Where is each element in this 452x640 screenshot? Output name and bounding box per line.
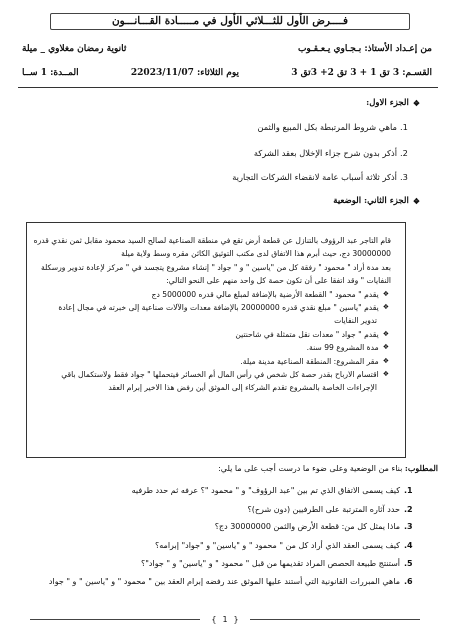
demand-text: بناء من الوضعية وعلى ضوء ما درست أجب على ما يلي: (218, 464, 403, 473)
teacher-name: من إعـداد الأستاذ: بـجـاوي يـعـقـوب (297, 44, 432, 54)
header-row-2 (22, 68, 432, 78)
scenario-line: النفايات " وقد اتفقا على أن تكون حصة كل واحد منهم على النحو التالي: (166, 276, 391, 286)
diamond-bullet-icon: ❖ (382, 289, 389, 298)
scenario-line: قام التاجر عبد الرؤوف بالتنازل عن قطعة أرض تقع في منطقة الصناعية لصالح السيد محمود مقابل ثمن نقدي قدره (33, 236, 391, 245)
task-item: 5. أستنتج طبيعة الحصص المراد تقديمها من قبل " محمود " و "ياسين" و " جواد"؟ (141, 559, 413, 568)
diamond-bullet-icon: ❖ (382, 343, 389, 352)
scenario-bullet: ❖ مقر المشروع: المنطقة الصناعية مدينة ميلة. (37, 355, 389, 368)
page-number-close: } (211, 614, 217, 624)
scenario-bullet: ❖ يقدم "ياسين " مبلغ نقدي قدره 20000000 بالإضافة معدات والآلات صناعية إلى خبرته في مجال إعادة (37, 301, 389, 314)
header-row-1 (22, 44, 432, 54)
part1-heading: ❖ الجزء الاول: (366, 98, 420, 108)
class-sections: القسـم: 3 تق 1 + 3 تق 2+ 3تق 3 (291, 68, 432, 78)
part1-question: 2. أذكر بدون شرح جزاء الإخلال بعقد الشركة (253, 148, 408, 158)
part1-question: 3. أذكر ثلاثة أسباب عامة لانقضاء الشركات التجارية (232, 172, 408, 182)
exam-date: يوم الثلاثاء: 22023/11/07 (130, 68, 239, 78)
scenario-line: 30000000 دج، حيث أبرم هذا الاتفاق لدى مكتب التوثيق الكائن مقره وسط ولاية ميلة (121, 249, 391, 259)
demand-label: المطلوب: (404, 463, 438, 473)
scenario-box (26, 222, 406, 458)
task-item: 3. ماذا يمثل كل من: قطعة الأرض والثمن 30000000 دج؟ (214, 522, 413, 531)
diamond-bullet-icon: ❖ (412, 196, 420, 206)
scenario-continuation: تدوير النفايات (334, 316, 377, 326)
diamond-bullet-icon: ❖ (382, 303, 389, 312)
school-name: ثانوية رمضان مغلاوي _ ميلة (22, 44, 127, 54)
scenario-line: بعد مدة أراد " محمود " رفقة كل من "ياسين " و " جواد " إنشاء مشروع يتجسد في " مركز لإعادة تدوير ورسكلة (40, 262, 391, 272)
exam-duration: المــدة: 1 ســا (22, 68, 79, 78)
part1-question: 1. ماهي شروط المرتبطة بكل المبيع والثمن (257, 122, 408, 132)
task-item: 1. كيف يسمى الاتفاق الذي تم بين "عبد الرؤوف" و " محمود "؟ عرفه ثم حدد طرفيه (131, 486, 413, 495)
diamond-bullet-icon: ❖ (382, 370, 389, 379)
demand-line (218, 463, 438, 473)
page-number-value: 1 (222, 614, 228, 624)
scenario-bullet: ❖ يقدم " محمود " القطعة الأرضية بالإضافة لمبلغ مالي قدره 5000000 دج (37, 288, 389, 301)
part2-heading: ❖ الجزء الثاني: الوضعية (333, 196, 420, 206)
header-divider (18, 87, 438, 88)
scenario-bullet: ❖ اقتسام الارباح بقدر حصة كل شخص في رأس المال أم الخسائر فيتحملها " جواد فقط ولاستكمال باقي (37, 368, 389, 381)
footer-line-right (250, 619, 420, 620)
task-item: 2. حدد آثاره المترتبة على الطرفيين (دون شرح)؟ (247, 505, 413, 514)
diamond-bullet-icon: ❖ (382, 356, 389, 365)
page-number (200, 611, 250, 627)
scenario-continuation: الإجراءات الخاصة بالمشروع تقدم الشركاء إلى الموثق أين رفض هذا الاخير إبرام العقد (108, 383, 377, 393)
exam-title: فــــرض الأول للثـــلاثي الأول في مـــــادة القـــانـــون (50, 13, 410, 30)
task-item: 6. ماهي المبررات القانونية التي أستند عليها الموثق عند رفضه إبرام العقد بين " محمود " و "ياسين " و " جواد (48, 577, 413, 586)
diamond-bullet-icon: ❖ (382, 329, 389, 338)
footer-line-left (30, 619, 200, 620)
scenario-bullet: ❖ مدة المشروع 99 سنة. (37, 341, 389, 354)
scenario-bullet: ❖ يقدم " جواد " معدات نقل متمثلة في شاحنتين (37, 328, 389, 341)
page-number-open: { (233, 614, 239, 624)
task-item: 4. كيف يسمى العقد الذي أراد كل من " محمود " و "ياسين" و "جواد" إبرامه؟ (155, 541, 413, 550)
diamond-bullet-icon: ❖ (412, 98, 420, 108)
